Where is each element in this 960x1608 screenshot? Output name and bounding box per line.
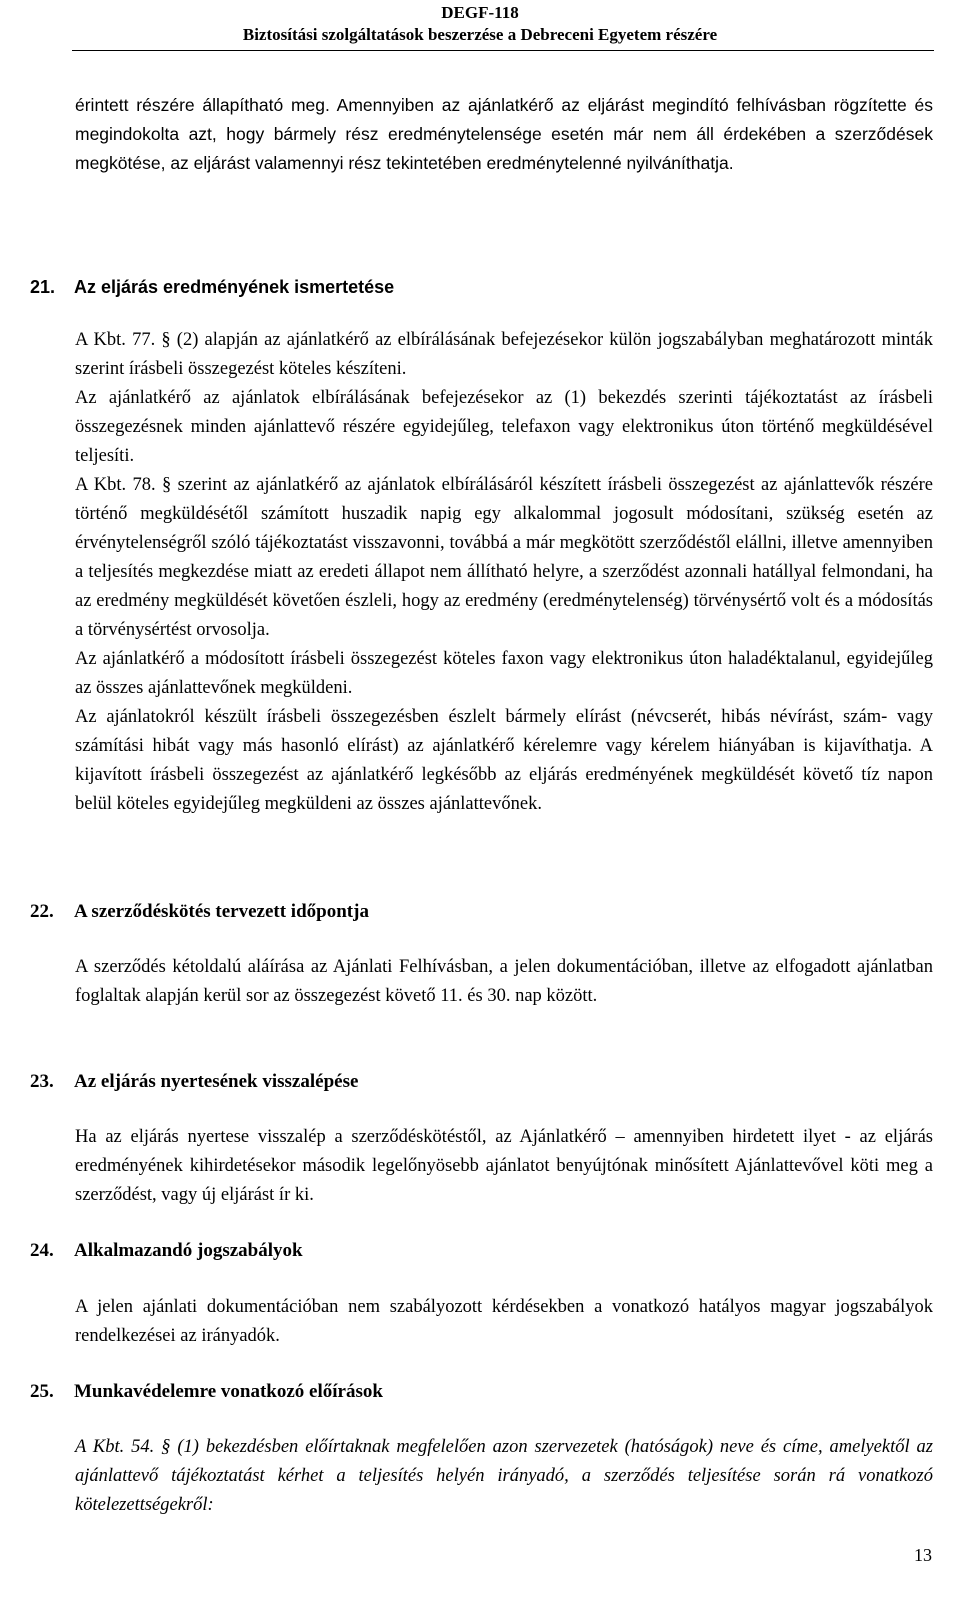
paragraph: Az ajánlatkérő az ajánlatok elbírálásának befejezésekor az (1) bekezdés szerinti tájékoztatást az írásbeli összegezésnek minden ajánlattevő részére egyidejűleg, telefaxon vagy elektronikus úton történő megküldésével teljesíti.	[75, 388, 933, 466]
section-23-heading	[30, 1069, 358, 1095]
section-25-heading	[30, 1379, 383, 1405]
section-number: 24.	[30, 1240, 54, 1261]
section-24-body	[75, 1293, 933, 1351]
section-21-heading	[30, 274, 394, 300]
paragraph: A Kbt. 78. § szerint az ajánlatkérő az ajánlatok elbírálásáról készített írásbeli összegezést az ajánlattevők részére történő megküldésétől számított huszadik napig egy alkalommal jogosult módosítani, szükség esetén az érvénytelenségről szóló tájékoztatást visszavonni, továbbá a már megkötött szerződéstől elállni, illetve amennyiben a teljesítés megkezdése miatt az eredeti állapot nem állítható helyre, a szerződést azonnali hatállyal felmondani, ha az eredmény megküldését követően észleli, hogy az eredmény (eredménytelenség) törvénysértő volt és a módosítás a törvénysértést orvosolja.	[75, 475, 933, 640]
section-number: 25.	[30, 1381, 54, 1402]
section-number: 23.	[30, 1071, 54, 1092]
section-title: Az eljárás eredményének ismertetése	[74, 277, 395, 297]
paragraph: Az ajánlatkérő a módosított írásbeli összegezést köteles faxon vagy elektronikus úton haladéktalanul, egyidejűleg az összes ajánlattevőnek megküldeni.	[75, 649, 933, 698]
paragraph: A jelen ajánlati dokumentációban nem szabályozott kérdésekben a vonatkozó hatályos magyar jogszabályok rendelkezései az irányadók.	[75, 1297, 933, 1346]
section-title: A szerződéskötés tervezett időpontja	[74, 901, 369, 922]
section-22-heading	[30, 899, 369, 925]
header-rule	[72, 50, 934, 51]
section-24-heading	[30, 1238, 303, 1264]
document-code: DEGF-118	[441, 3, 519, 22]
section-22-body	[75, 953, 933, 1011]
section-number: 21.	[30, 277, 56, 297]
section-title: Munkavédelemre vonatkozó előírások	[74, 1381, 383, 1402]
document-title: Biztosítási szolgáltatások beszerzése a Debreceni Egyetem részére	[242, 25, 718, 44]
page-header	[0, 2, 960, 46]
section-23-body	[75, 1123, 933, 1210]
section-25-body	[75, 1433, 933, 1520]
section-title: Alkalmazandó jogszabályok	[74, 1240, 303, 1261]
intro-text: érintett részére állapítható meg. Amennyiben az ajánlatkérő az eljárást megindító felhívásban rögzítette és megindokolta azt, hogy bármely rész eredménytelensége esetén már nem áll érdekében a szerződések megkötése, az eljárást valamennyi rész tekintetében eredménytelenné nyilváníthatja.	[75, 95, 933, 173]
section-number: 22.	[30, 901, 54, 922]
paragraph: A szerződés kétoldalú aláírása az Ajánlati Felhívásban, a jelen dokumentációban, illetve az elfogadott ajánlatban foglaltak alapján kerül sor az összegezést követő 11. és 30. nap között.	[75, 957, 933, 1006]
paragraph: Az ajánlatokról készült írásbeli összegezésben észlelt bármely elírást (névcserét, hibás névírást, szám- vagy számítási hibát vagy más hasonló elírást) az ajánlatkérő kérelemre vagy kérelem hiányában is kijavíthatja. A kijavított írásbeli összegezést az ajánlatkérő legkésőbb az eljárás eredményének megküldését követő tíz napon belül köteles egyidejűleg megküldeni az összes ajánlattevőnek.	[75, 707, 933, 814]
section-21-body	[75, 326, 933, 819]
paragraph: A Kbt. 77. § (2) alapján az ajánlatkérő az elbírálásának befejezésekor külön jogszabályban meghatározott minták szerint írásbeli összegezést köteles készíteni.	[75, 330, 933, 379]
paragraph: A Kbt. 54. § (1) bekezdésben előírtaknak megfelelően azon szervezetek (hatóságok) neve és címe, amelyektől az ajánlattevő tájékoztatást kérhet a teljesítés helyén irányadó, a szerződés teljesítése során rá vonatkozó kötelezettségekről:	[75, 1437, 933, 1515]
paragraph: Ha az eljárás nyertese visszalép a szerződéskötéstől, az Ajánlatkérő – amennyiben hirdetett ilyet - az eljárás eredményének kihirdetésekor második legelőnyösebb ajánlatot benyújtónak minősített Ajánlattevővel köti meg a szerződést, vagy új eljárást ír ki.	[75, 1127, 933, 1205]
page-number: 13	[914, 1545, 932, 1565]
section-title: Az eljárás nyertesének visszalépése	[74, 1071, 359, 1092]
intro-paragraph	[75, 91, 933, 178]
